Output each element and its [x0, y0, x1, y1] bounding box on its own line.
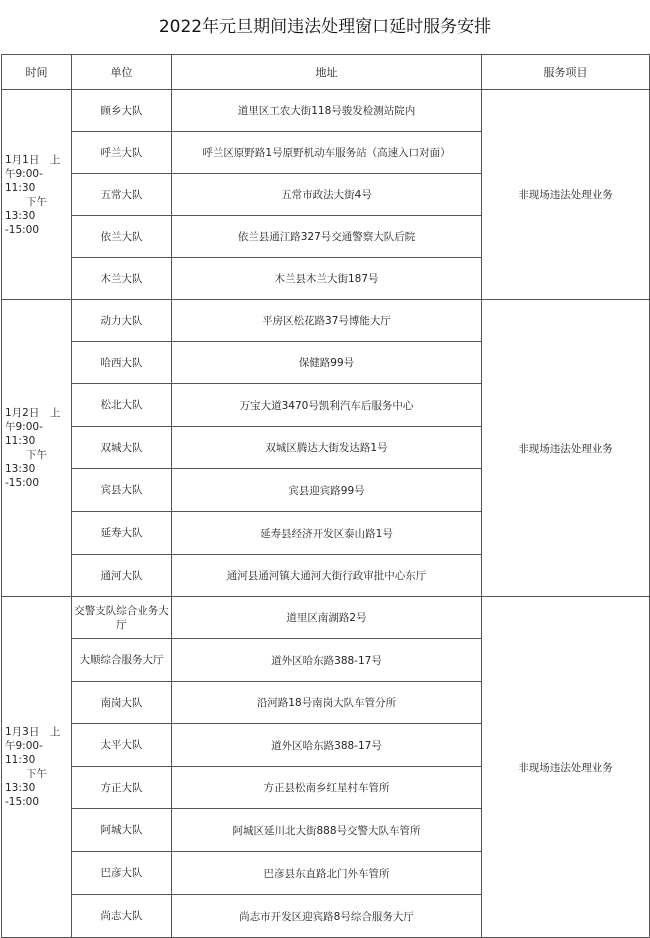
address-cell: 保健路99号 — [172, 342, 482, 384]
unit-cell: 方正大队 — [72, 767, 172, 809]
address-cell: 道里区南湖路2号 — [172, 597, 482, 639]
address-cell: 沿河路18号南岗大队车管分所 — [172, 682, 482, 724]
address-cell: 尚志市开发区迎宾路8号综合服务大厅 — [172, 895, 482, 938]
time-line: 下午13:30 — [5, 195, 47, 222]
time-line: 午9:00-11:30 — [5, 167, 43, 194]
address-cell: 五常市政法大街4号 — [172, 174, 482, 216]
page-title: 2022年元旦期间违法处理窗口延时服务安排 — [158, 17, 492, 37]
time-line: 1月3日 上 — [5, 726, 61, 738]
unit-cell: 依兰大队 — [72, 216, 172, 258]
unit-cell: 双城大队 — [72, 427, 172, 469]
service-cell: 非现场违法处理业务 — [482, 90, 650, 300]
header-address: 地址 — [172, 55, 482, 90]
table-row — [2, 300, 650, 342]
address-cell: 延寿县经济开发区泰山路1号 — [172, 512, 482, 555]
header-time: 时间 — [2, 55, 72, 90]
unit-cell: 尚志大队 — [72, 895, 172, 938]
unit-cell: 木兰大队 — [72, 258, 172, 300]
address-cell: 宾县迎宾路99号 — [172, 469, 482, 512]
unit-cell: 哈西大队 — [72, 342, 172, 384]
time-line: 1月2日 上 — [5, 407, 61, 419]
schedule-body — [2, 90, 650, 938]
address-cell: 平房区松花路37号博能大厅 — [172, 300, 482, 342]
unit-cell: 通河大队 — [72, 555, 172, 597]
header-unit: 单位 — [72, 55, 172, 90]
time-line: -15:00 — [5, 223, 40, 236]
unit-cell: 五常大队 — [72, 174, 172, 216]
address-cell: 巴彦县东直路北门外车管所 — [172, 852, 482, 895]
unit-cell: 南岗大队 — [72, 682, 172, 724]
service-cell: 非现场违法处理业务 — [482, 300, 650, 597]
unit-cell: 动力大队 — [72, 300, 172, 342]
unit-cell: 延寿大队 — [72, 512, 172, 555]
unit-cell: 交警支队综合业务大厅 — [72, 597, 172, 639]
unit-cell: 松北大队 — [72, 384, 172, 427]
unit-cell: 大顺综合服务大厅 — [72, 639, 172, 682]
address-cell: 呼兰区原野路1号原野机动车服务站（高速入口对面） — [172, 132, 482, 174]
address-cell: 木兰县木兰大街187号 — [172, 258, 482, 300]
address-cell: 阿城区延川北大街888号交警大队车管所 — [172, 809, 482, 852]
time-line: 下午13:30 — [5, 768, 47, 794]
header-service: 服务项目 — [482, 55, 650, 90]
address-cell: 道里区工农大街118号骏发检测站院内 — [172, 90, 482, 132]
time-line: -15:00 — [5, 477, 40, 489]
address-cell: 依兰县通江路327号交通警察大队后院 — [172, 216, 482, 258]
address-cell: 道外区哈东路388-17号 — [172, 724, 482, 767]
time-line: -15:00 — [5, 796, 40, 808]
header-row — [2, 55, 650, 90]
time-line: 午9:00-11:30 — [5, 740, 43, 766]
address-cell: 道外区哈东路388-17号 — [172, 639, 482, 682]
schedule-table — [1, 54, 650, 938]
address-cell: 万宝大道3470号凯利汽车后服务中心 — [172, 384, 482, 427]
unit-cell: 阿城大队 — [72, 809, 172, 852]
time-line: 1月1日 上 — [5, 153, 61, 166]
time-cell — [2, 90, 72, 300]
unit-cell: 宾县大队 — [72, 469, 172, 512]
address-cell: 双城区腾达大街发达路1号 — [172, 427, 482, 469]
time-cell — [2, 300, 72, 597]
service-cell: 非现场违法处理业务 — [482, 597, 650, 938]
address-cell: 方正县松南乡红星村车管所 — [172, 767, 482, 809]
unit-cell: 顾乡大队 — [72, 90, 172, 132]
time-cell — [2, 597, 72, 938]
unit-cell: 太平大队 — [72, 724, 172, 767]
table-row — [2, 90, 650, 132]
table-row — [2, 597, 650, 639]
address-cell: 通河县通河镇大通河大街行政审批中心东厅 — [172, 555, 482, 597]
unit-cell: 巴彦大队 — [72, 852, 172, 895]
unit-cell: 呼兰大队 — [72, 132, 172, 174]
time-line: 午9:00-11:30 — [5, 421, 43, 447]
time-line: 下午13:30 — [5, 449, 47, 475]
